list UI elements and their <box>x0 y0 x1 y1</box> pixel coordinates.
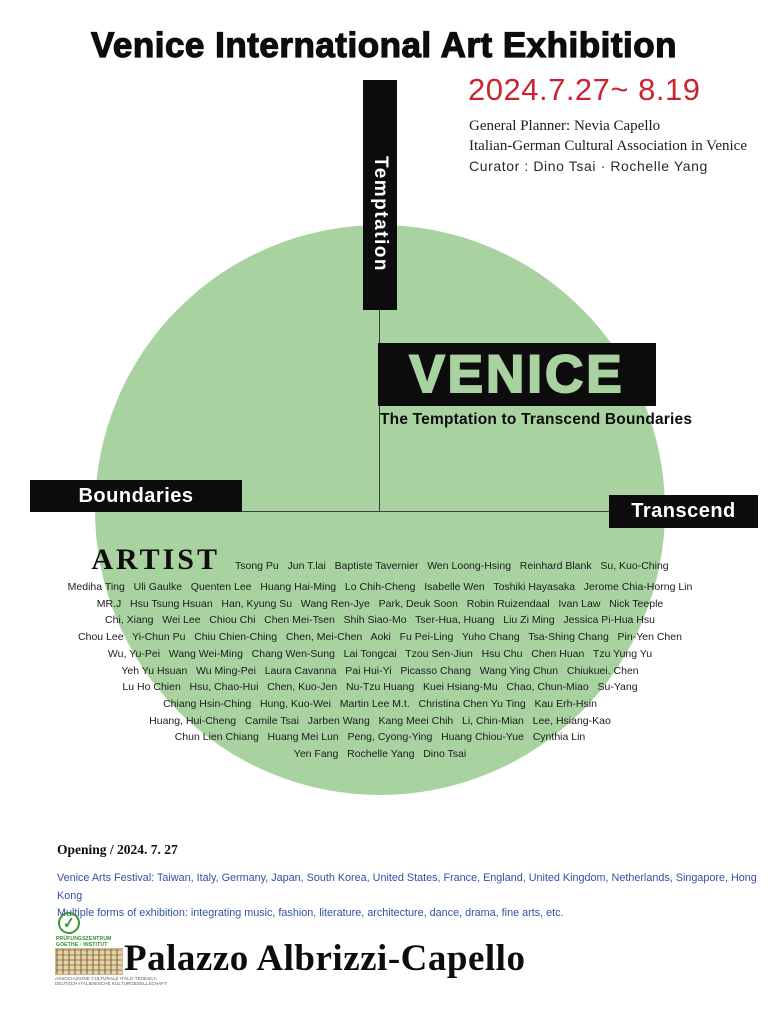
transcend-label: Transcend <box>631 500 736 522</box>
opening-date: Opening / 2024. 7. 27 <box>57 842 178 857</box>
goethe-line-2: GOETHE · INSTITUT <box>56 941 108 948</box>
goethe-checkmark-icon: ✓ <box>57 911 81 935</box>
artist-row: Lu Ho Chien Hsu, Chao-Hui Chen, Kuo-Jen Nu-Tzu Huang Kuei Hsiang-Mu Chao, Chun-Miao Su-Yang <box>122 681 638 694</box>
curator-line: Curator : Dino Tsai · Rochelle Yang <box>469 158 708 174</box>
artist-row: MR.J Hsu Tsung Hsuan Han, Kyung Su Wang Ren-Jye Park, Deuk Soon Robin Ruizendaal Ivan Law Nick Teeple <box>96 597 664 610</box>
artist-row: Yeh Yu Hsuan Wu Ming-Pei Laura Cavanna Pai Hui-Yi Picasso Chang Wang Ying Chun Chiukuei. Chen <box>121 664 639 677</box>
artist-row: Yen Fang Rochelle Yang Dino Tsai <box>293 748 467 761</box>
boundaries-label-bar <box>30 480 242 512</box>
artist-row: Huang, Hui-Cheng Camile Tsai Jarben Wang Kang Meei Chih Li, Chin-Mian Lee, Hsiang-Kao <box>149 714 611 727</box>
temptation-label-bar <box>363 80 397 310</box>
artist-heading: ARTIST <box>91 543 220 576</box>
association-caption-line-2: DEUTSCH-ITALIENISCHE KULTURGESELLSCHAFT <box>55 981 168 987</box>
artist-row: Chou Lee Yi-Chun Pu Chiu Chien-Ching Chen, Mei-Chen Aoki Fu Pei-Ling Yuho Chang Tsa-Shing Chang Pin-Yen Chen <box>78 631 682 644</box>
festival-forms-line: Multiple forms of exhibition: integrating music, fashion, literature, architecture, dance, drama, fine arts, etc. <box>57 907 564 919</box>
venice-subtitle: The Temptation to Transcend Boundaries <box>380 411 693 428</box>
artist-list <box>24 543 736 763</box>
festival-info <box>57 870 768 923</box>
artist-list-first-row <box>24 543 736 579</box>
artist-row: Mediha Ting Uli Gaulke Quenten Lee Huang Hai-Ming Lo Chih-Cheng Isabelle Wen Toshiki Hayasaka Jerome Chia-Horng Lin <box>67 581 693 593</box>
artist-row: Tsong Pu Jun T.lai Baptiste Tavernier Wen Loong-Hsing Reinhard Blank Su, Kuo-Ching <box>234 560 669 572</box>
transcend-label-bar <box>609 495 758 528</box>
artist-row: Chiang Hsin-Ching Hung, Kuo-Wei Martin Lee M.t. Christina Chen Yu Ting Kau Erh-Hsin <box>163 697 597 710</box>
goethe-line-1: PRÜFUNGSZENTRUM <box>56 936 112 942</box>
exhibition-dates: 2024.7.27~ 8.19 <box>468 72 701 107</box>
palazzo-facade-image <box>55 948 123 975</box>
association-caption-line-1: ASSOCIAZIONE CULTURALE ITALO-TEDESCA <box>55 976 157 981</box>
goethe-institut-label <box>56 937 112 948</box>
horizontal-connector-line <box>242 511 609 512</box>
venice-title-bar <box>378 343 656 406</box>
artist-row: Chun Lien Chiang Huang Mei Lun Peng, Cyong-Ying Huang Chiou-Yue Cynthia Lin <box>174 731 586 744</box>
artist-row: Chi, Xiang Wei Lee Chiou Chi Chen Mei-Tsen Shih Siao-Mo Tser-Hua, Huang Liu Zi Ming Jessica Pi-Hua Hsu <box>105 614 655 627</box>
festival-countries-line: Venice Arts Festival: Taiwan, Italy, Germany, Japan, South Korea, United States, France, England, United Kingdom, Netherlands, Singapore, Hong Kong <box>57 872 757 902</box>
page-title: Venice International Art Exhibition <box>90 26 677 65</box>
venue-name: Palazzo Albrizzi-Capello <box>124 938 526 979</box>
venice-title: VENICE <box>409 345 625 404</box>
planner-line-2: Italian-German Cultural Association in Venice <box>469 137 747 154</box>
boundaries-label: Boundaries <box>78 484 194 507</box>
planner-line-1: General Planner: Nevia Capello <box>469 118 661 134</box>
planner-info <box>469 117 747 156</box>
temptation-label: Temptation <box>370 156 391 272</box>
artist-row: Wu, Yu-Pei Wang Wei-Ming Chang Wen-Sung Lai Tongcai Tzou Sen-Jiun Hsu Chu Chen Huan Tzu Yung Yu <box>107 647 653 660</box>
